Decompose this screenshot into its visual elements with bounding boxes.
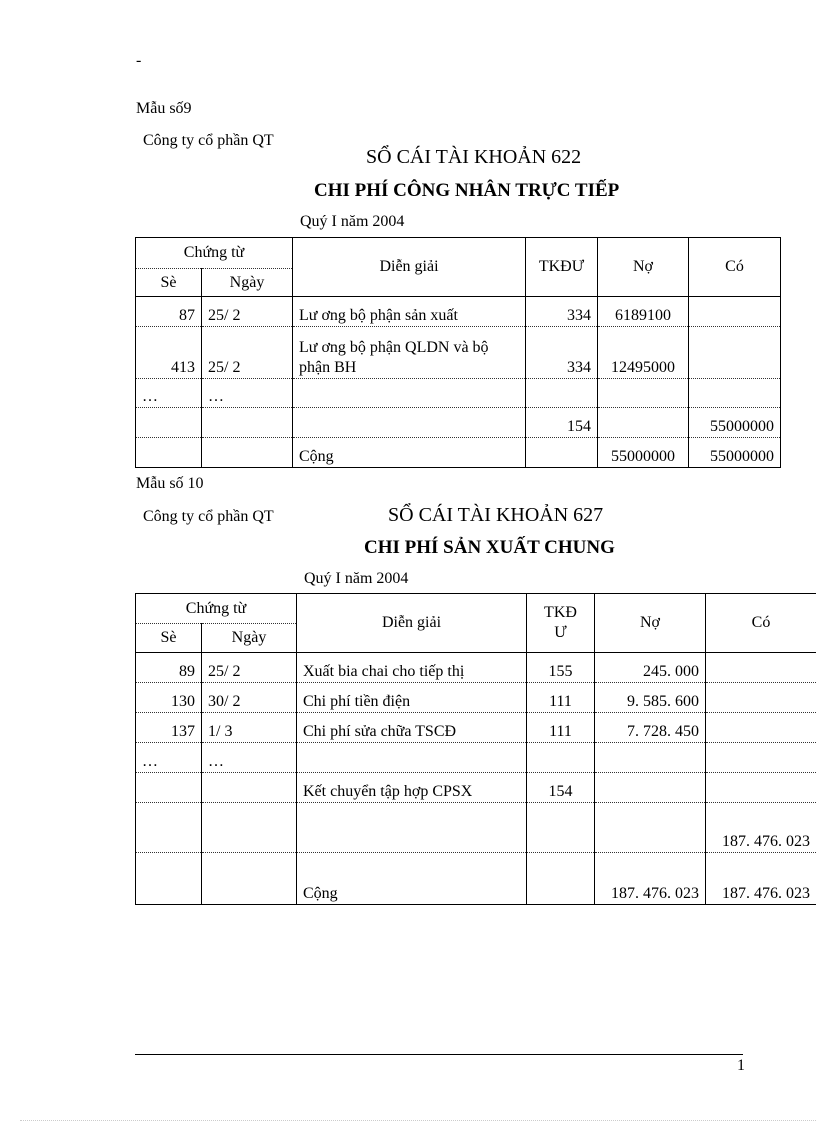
voucher-date: 25/ 2 [202, 327, 293, 379]
description-header: Diễn giải [297, 594, 527, 653]
description [293, 379, 526, 408]
description: Xuất bia chai cho tiếp thị [297, 653, 527, 683]
account: 111 [527, 683, 595, 713]
description: Chi phí tiền điện [297, 683, 527, 713]
description: Lư ơng bộ phận sản xuất [293, 297, 526, 327]
voucher-number: … [136, 743, 202, 773]
table-row [136, 297, 781, 327]
footer-rule [135, 1054, 743, 1055]
description: Cộng [297, 853, 527, 905]
table-row [136, 773, 816, 803]
debit [595, 743, 706, 773]
voucher-date: 25/ 2 [202, 297, 293, 327]
voucher-number [136, 773, 202, 803]
debit [595, 803, 706, 853]
voucher-date: 1/ 3 [202, 713, 297, 743]
credit [706, 713, 816, 743]
table-row [136, 713, 816, 743]
voucher-number [136, 853, 202, 905]
account-header: TKĐƯ [527, 594, 595, 653]
voucher-header: Chứng từ [136, 594, 297, 624]
debit [598, 408, 689, 438]
credit: 55000000 [689, 438, 781, 468]
account: 155 [527, 653, 595, 683]
form9-period: Quý I năm 2004 [300, 213, 405, 230]
account [527, 803, 595, 853]
credit: 55000000 [689, 408, 781, 438]
description [297, 803, 527, 853]
voucher-date: 30/ 2 [202, 683, 297, 713]
form10-ledger-table [135, 593, 816, 905]
table-row [136, 803, 816, 853]
debit: 6189100 [598, 297, 689, 327]
date-header: Ngày [202, 269, 293, 297]
form9-subtitle: CHI PHÍ CÔNG NHÂN TRỰC TIẾP [314, 180, 620, 201]
voucher-date [202, 438, 293, 468]
debit-header: Nợ [598, 238, 689, 297]
table-row [136, 653, 816, 683]
debit: 55000000 [598, 438, 689, 468]
credit [706, 773, 816, 803]
voucher-number [136, 408, 202, 438]
account [526, 379, 598, 408]
voucher-number: … [136, 379, 202, 408]
form10-label: Mẫu số 10 [136, 475, 204, 492]
voucher-date: 25/ 2 [202, 653, 297, 683]
credit [689, 297, 781, 327]
form10-title: SỔ CÁI TÀI KHOẢN 627 [388, 504, 604, 526]
table-row-total [136, 438, 781, 468]
form9-company: Công ty cổ phần QT [143, 132, 274, 149]
voucher-date: … [202, 379, 293, 408]
debit: 9. 585. 600 [595, 683, 706, 713]
description: Cộng [293, 438, 526, 468]
form10-company: Công ty cổ phần QT [143, 508, 274, 525]
voucher-header: Chứng từ [136, 238, 293, 269]
form9-title: SỔ CÁI TÀI KHOẢN 622 [366, 146, 582, 168]
debit: 245. 000 [595, 653, 706, 683]
account: 154 [527, 773, 595, 803]
credit [706, 683, 816, 713]
description: Chi phí sửa chữa TSCĐ [297, 713, 527, 743]
description [297, 743, 527, 773]
voucher-date [202, 773, 297, 803]
form9-label: Mẫu số9 [136, 100, 192, 117]
voucher-number: 413 [136, 327, 202, 379]
table-row [136, 683, 816, 713]
voucher-number [136, 438, 202, 468]
credit [706, 743, 816, 773]
date-header: Ngày [202, 624, 297, 653]
credit: 187. 476. 023 [706, 803, 816, 853]
page-number: 1 [737, 1057, 745, 1074]
account [527, 853, 595, 905]
page-edge-divider [20, 1120, 816, 1121]
description: Lư ơng bộ phận QLDN và bộ phận BH [293, 327, 526, 379]
account [526, 438, 598, 468]
voucher-date: … [202, 743, 297, 773]
table-row [136, 408, 781, 438]
voucher-number [136, 803, 202, 853]
debit [598, 379, 689, 408]
credit-header: Có [706, 594, 816, 653]
debit: 7. 728. 450 [595, 713, 706, 743]
account: 154 [526, 408, 598, 438]
debit [595, 773, 706, 803]
credit: 187. 476. 023 [706, 853, 816, 905]
voucher-number: 137 [136, 713, 202, 743]
voucher-date [202, 408, 293, 438]
voucher-number: 89 [136, 653, 202, 683]
voucher-number: 87 [136, 297, 202, 327]
account-header: TKĐƯ [526, 238, 598, 297]
number-header: Sè [136, 624, 202, 653]
description [293, 408, 526, 438]
voucher-number: 130 [136, 683, 202, 713]
credit [706, 653, 816, 683]
account: 334 [526, 327, 598, 379]
table-row [136, 379, 781, 408]
form10-period: Quý I năm 2004 [304, 570, 409, 587]
table-row-total [136, 853, 816, 905]
account [527, 743, 595, 773]
top-mark: - [136, 52, 142, 69]
debit: 187. 476. 023 [595, 853, 706, 905]
credit-header: Có [689, 238, 781, 297]
description-header: Diễn giải [293, 238, 526, 297]
table-row [136, 327, 781, 379]
credit [689, 327, 781, 379]
debit-header: Nợ [595, 594, 706, 653]
number-header: Sè [136, 269, 202, 297]
form9-ledger-table [135, 237, 781, 468]
description: Kết chuyển tập hợp CPSX [297, 773, 527, 803]
debit: 12495000 [598, 327, 689, 379]
form10-subtitle: CHI PHÍ SẢN XUẤT CHUNG [364, 537, 615, 558]
account: 111 [527, 713, 595, 743]
voucher-date [202, 853, 297, 905]
voucher-date [202, 803, 297, 853]
table-row [136, 743, 816, 773]
account: 334 [526, 297, 598, 327]
credit [689, 379, 781, 408]
